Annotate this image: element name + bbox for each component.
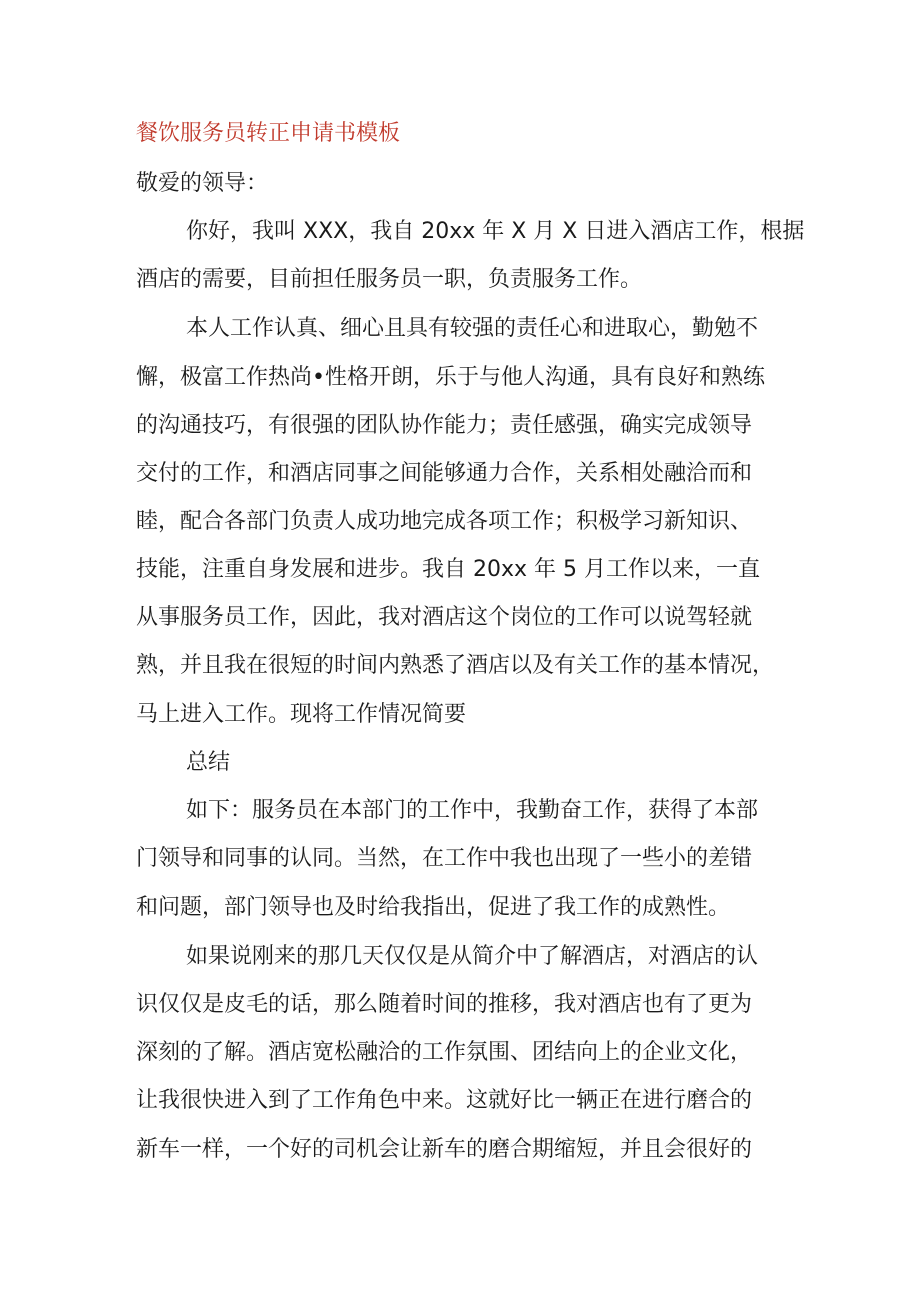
paragraph-line: 懈，极富工作热尚•性格开朗，乐于与他人沟通，具有良好和熟练 [136, 365, 765, 390]
paragraph-line: 新车一样，一个好的司机会让新车的磨合期缩短，并且会很好的 [136, 1137, 753, 1162]
paragraph-line: 的沟通技巧，有很强的团队协作能力；责任感强，确实完成领导 [136, 413, 753, 438]
paragraph-line: 门领导和同事的认同。当然，在工作中我也出现了一些小的差错 [136, 846, 753, 871]
salutation: 敬爱的领导： [136, 171, 269, 196]
paragraph-line: 熟，并且我在很短的时间内熟悉了酒店以及有关工作的基本情况， [136, 653, 775, 678]
document-title: 餐饮服务员转正申请书模板 [136, 121, 401, 146]
paragraph-line: 睦，配合各部门负责人成功地完成各项工作；积极学习新知识、 [136, 509, 753, 534]
paragraph-line: 如下：服务员在本部门的工作中，我勤奋工作，获得了本部 [186, 798, 759, 823]
paragraph-line: 技能，注重自身发展和进步。我自 20xx 年 5 月工作以来，一直 [136, 557, 761, 582]
paragraph-line: 让我很快进入到了工作角色中来。这就好比一辆正在进行磨合的 [136, 1088, 753, 1113]
paragraph-line: 总结 [186, 750, 231, 775]
paragraph-line: 酒店的需要，目前担任服务员一职，负责服务工作。 [136, 267, 643, 292]
paragraph-line: 深刻的了解。酒店宽松融洽的工作氛围、团结向上的企业文化， [136, 1040, 753, 1065]
paragraph-line: 从事服务员工作，因此，我对酒店这个岗位的工作可以说驾轻就 [136, 605, 753, 630]
paragraph-line: 马上进入工作。现将工作情况简要 [136, 702, 467, 727]
paragraph-line: 本人工作认真、细心且具有较强的责任心和进取心，勤勉不 [186, 316, 759, 341]
paragraph-line: 和问题，部门领导也及时给我指出，促进了我工作的成熟性。 [136, 895, 731, 920]
paragraph-line: 你好，我叫 XXX，我自 20xx 年 X 月 X 日进入酒店工作，根据 [186, 219, 805, 244]
paragraph-line: 识仅仅是皮毛的话，那么随着时间的推移，我对酒店也有了更为 [136, 992, 753, 1017]
paragraph-line: 交付的工作，和酒店同事之间能够通力合作，关系相处融洽而和 [136, 461, 753, 486]
paragraph-line: 如果说刚来的那几天仅仅是从简介中了解酒店，对酒店的认 [186, 944, 759, 969]
